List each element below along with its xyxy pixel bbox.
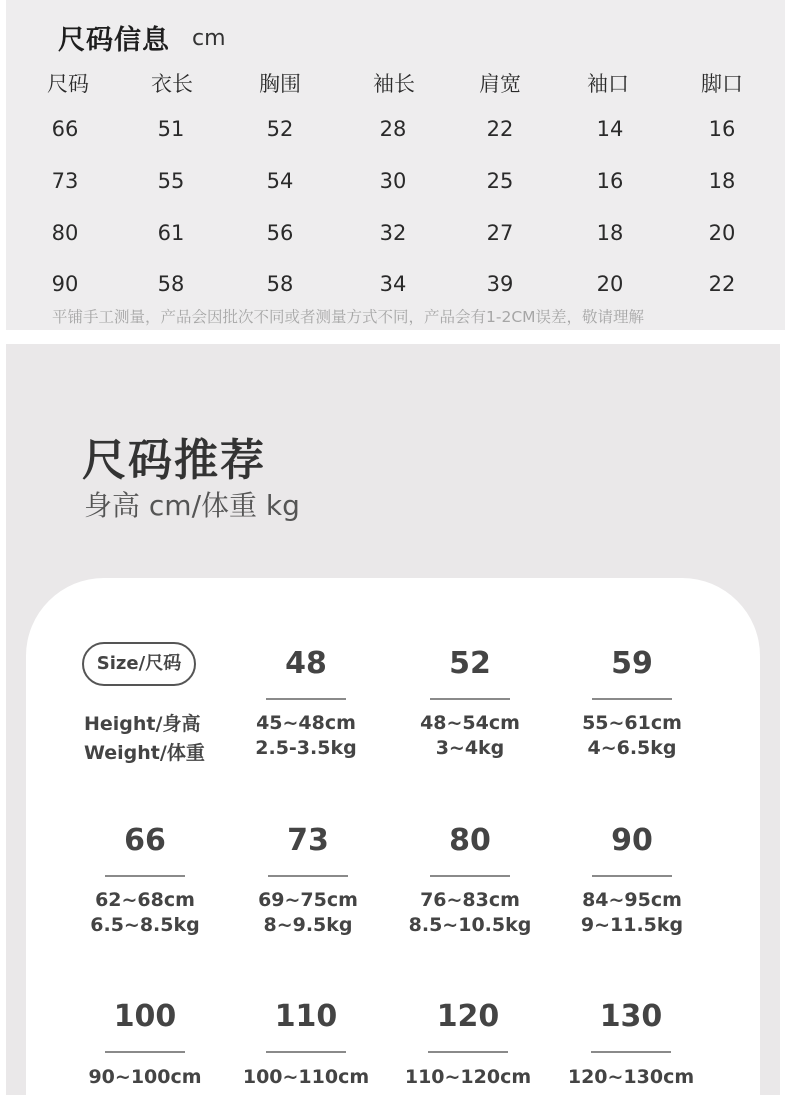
table-header: 袖长	[373, 72, 415, 96]
size-info-unit: cm	[192, 26, 226, 51]
size-divider	[591, 1051, 671, 1053]
table-row	[6, 163, 785, 199]
table-cell: 14	[596, 117, 624, 141]
table-cell: 30	[379, 169, 407, 193]
table-cell: 16	[708, 117, 736, 141]
size-value: 110	[274, 999, 338, 1034]
table-cell: 58	[157, 272, 185, 296]
measurement-note: 平铺手工测量，产品会因批次不同或者测量方式不同，产品会有1-2CM误差，敬请理解	[52, 308, 645, 326]
height-range: 69~75cm	[258, 889, 358, 911]
table-cell: 51	[157, 117, 185, 141]
table-cell: 16	[596, 169, 624, 193]
size-value: 100	[113, 999, 177, 1034]
table-header: 脚口	[701, 72, 743, 96]
size-divider	[430, 875, 510, 877]
height-range: 48~54cm	[420, 712, 520, 734]
table-header: 胸围	[259, 72, 301, 96]
recommend-title: 尺码推荐	[82, 435, 266, 486]
table-header: 袖口	[587, 72, 629, 96]
table-cell: 27	[486, 221, 514, 245]
weight-range: 4~6.5kg	[587, 737, 677, 759]
table-cell: 73	[51, 169, 79, 193]
table-cell: 54	[266, 169, 294, 193]
size-value: 90	[611, 823, 653, 858]
table-cell: 22	[708, 272, 736, 296]
weight-range: 6.5~8.5kg	[90, 914, 200, 936]
size-divider	[266, 1051, 346, 1053]
size-value: 66	[124, 823, 166, 858]
table-header-row	[6, 66, 785, 102]
table-row	[6, 215, 785, 251]
table-row	[6, 111, 785, 147]
table-cell: 66	[51, 117, 79, 141]
table-cell: 39	[486, 272, 514, 296]
size-value: 80	[449, 823, 491, 858]
table-cell: 58	[266, 272, 294, 296]
size-badge	[82, 642, 196, 686]
size-value: 73	[287, 823, 329, 858]
size-divider	[428, 1051, 508, 1053]
size-badge-label: Size/尺码	[96, 653, 182, 674]
height-label: Height/身高	[84, 713, 201, 735]
height-range: 62~68cm	[95, 889, 195, 911]
table-cell: 18	[708, 169, 736, 193]
height-range: 84~95cm	[582, 889, 682, 911]
table-cell: 56	[266, 221, 294, 245]
height-range: 45~48cm	[256, 712, 356, 734]
weight-range: 9~11.5kg	[580, 914, 684, 936]
table-cell: 52	[266, 117, 294, 141]
height-range: 90~100cm	[88, 1066, 202, 1088]
table-row	[6, 266, 785, 302]
size-divider	[266, 698, 346, 700]
weight-range: 8~9.5kg	[263, 914, 353, 936]
table-cell: 90	[51, 272, 79, 296]
height-range: 110~120cm	[404, 1066, 532, 1088]
table-header: 衣长	[151, 72, 193, 96]
table-cell: 34	[379, 272, 407, 296]
weight-range: 2.5-3.5kg	[255, 737, 357, 759]
table-cell: 28	[379, 117, 407, 141]
height-range: 100~110cm	[242, 1066, 370, 1088]
table-header: 肩宽	[479, 72, 521, 96]
size-divider	[105, 875, 185, 877]
size-value: 130	[599, 999, 663, 1034]
size-value: 52	[449, 646, 491, 681]
size-info-title: 尺码信息	[58, 25, 170, 56]
size-divider	[430, 698, 510, 700]
height-range: 76~83cm	[420, 889, 520, 911]
size-divider	[592, 698, 672, 700]
weight-range: 8.5~10.5kg	[408, 914, 532, 936]
size-value: 120	[436, 999, 500, 1034]
table-cell: 25	[486, 169, 514, 193]
size-divider	[268, 875, 348, 877]
size-value: 48	[285, 646, 327, 681]
weight-range: 3~4kg	[435, 737, 505, 759]
table-cell: 80	[51, 221, 79, 245]
size-divider	[105, 1051, 185, 1053]
size-recommend-panel	[6, 344, 780, 1095]
table-header: 尺码	[47, 72, 89, 96]
height-range: 55~61cm	[582, 712, 682, 734]
table-cell: 20	[708, 221, 736, 245]
size-value: 59	[611, 646, 653, 681]
table-cell: 20	[596, 272, 624, 296]
recommend-subtitle: 身高 cm/体重 kg	[84, 489, 300, 522]
weight-label: Weight/体重	[84, 742, 205, 764]
table-cell: 18	[596, 221, 624, 245]
table-cell: 61	[157, 221, 185, 245]
size-info-panel	[6, 0, 785, 330]
table-cell: 22	[486, 117, 514, 141]
height-range: 120~130cm	[567, 1066, 695, 1088]
size-divider	[592, 875, 672, 877]
table-cell: 55	[157, 169, 185, 193]
table-cell: 32	[379, 221, 407, 245]
